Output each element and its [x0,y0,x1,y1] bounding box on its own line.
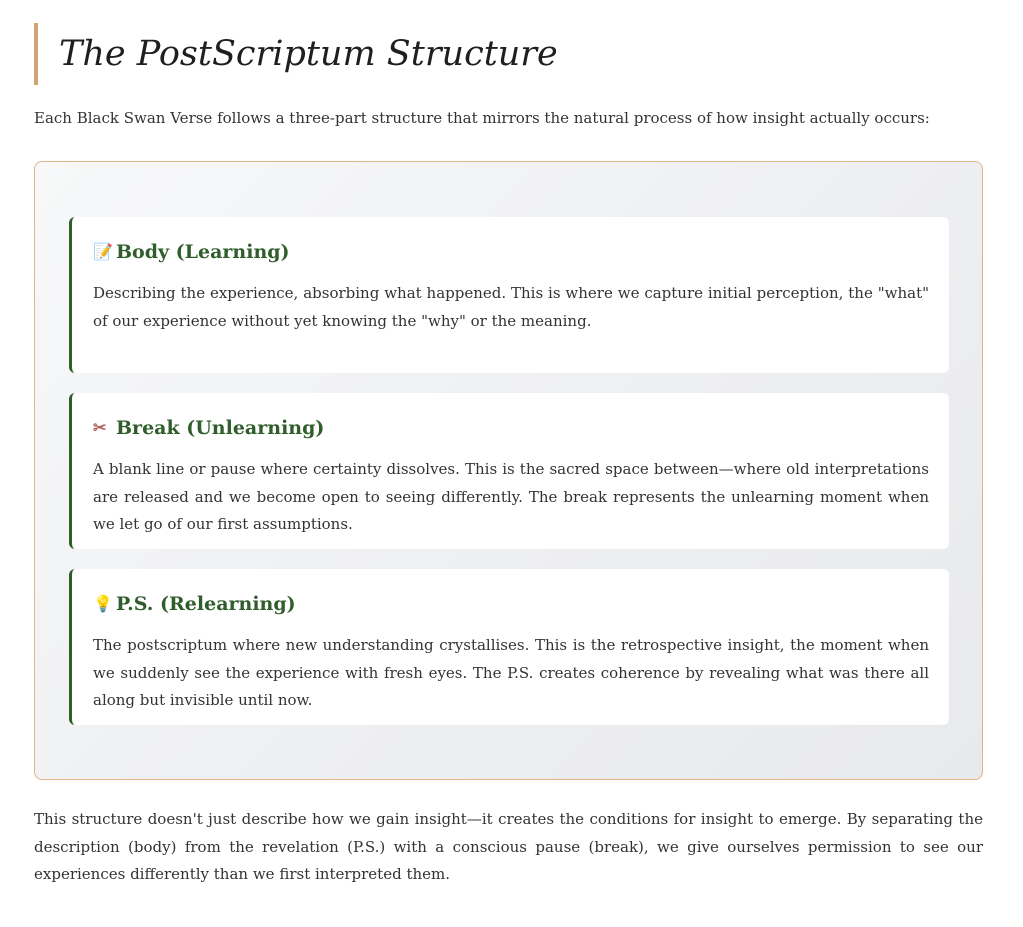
card-title-text: P.S. (Relearning) [116,593,296,615]
intro-paragraph: Each Black Swan Verse follows a three-part structure that mirrors the natural process of how insight actually occurs: [34,109,930,127]
card-description: The postscriptum where new understanding crystallises. This is the retrospective insight, the moment when we suddenly see the experience with fresh eyes. The P.S. creates coherence by revealing what was there all along but invisible until now. [93,636,929,709]
memo-icon: 📝 [93,242,113,261]
card-ps [69,569,949,725]
lightbulb-icon: 💡 [93,594,113,613]
card-break [69,393,949,549]
page-title: The PostScriptum Structure [59,34,558,74]
card-description: Describing the experience, absorbing what happened. This is where we capture initial perception, the "what" of our experience without yet knowing the "why" or the meaning. [93,284,929,330]
closing-paragraph: This structure doesn't just describe how we gain insight—it creates the conditions for insight to emerge. By separating the description (body) from the revelation (P.S.) with a conscious pause (break), we give ourselves permission to see our experiences differently than we first interpreted them. [34,810,983,883]
card-title [93,414,929,442]
card-body [69,217,949,373]
card-title-text: Break (Unlearning) [116,417,325,439]
scissors-icon: ✂ [93,418,107,437]
card-title [93,238,929,266]
structure-panel [34,161,983,780]
card-title-text: Body (Learning) [116,241,290,263]
card-description: A blank line or pause where certainty dissolves. This is the sacred space between—where old interpretations are released and we become open to seeing differently. The break represents the unlearning moment when we let go of our first assumptions. [93,460,929,533]
card-title [93,590,929,618]
title-block [34,23,983,85]
